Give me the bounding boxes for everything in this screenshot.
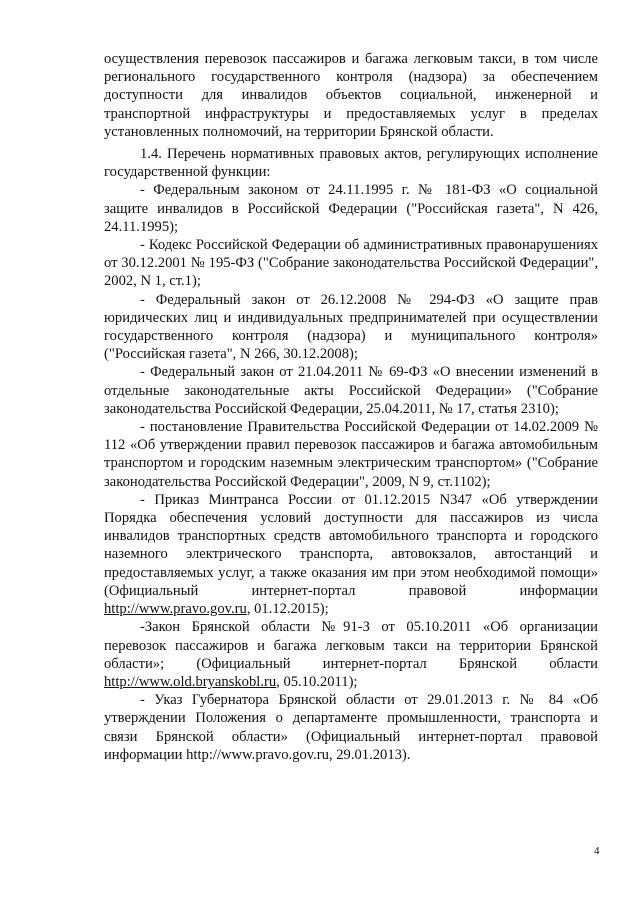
intro-paragraph: осуществления перевозок пассажиров и багажа легковым такси, в том числе регионального государственного контроля (надзора) за обеспечением доступности для инвалидов объектов социальной, инженерной и транспортной инфраструктуры и предоставляемых услуг в пределах установленных полномочий, на территории Брянской области. [104, 51, 598, 140]
law-item-text: - Приказ Минтранса России от 01.12.2015 N347 «Об утверждении Порядка обеспечения условий доступности для пассажиров из числа инвалидов транспортных средств автомобильного транспорта и городского наземного электрического транспорта, автовокзалов, автостанций и предоставляемых услуг, а также оказания им при этом необходимой помощи» (Официальный интернет-портал правовой информации [104, 491, 598, 599]
law-item-tail: , 05.10.2011); [276, 673, 358, 690]
law-item-1 [104, 181, 598, 236]
pravo-link[interactable]: http://www.pravo.gov.ru [104, 601, 247, 618]
law-item-text: - Федеральный закон от 26.12.2008 № 294-ФЗ «О защите прав юридических лиц и индивидуальных предпринимателей при осуществлении государственного контроля (надзора) и муниципального контроля» ("Российская газета", N 266, 30.12.2008); [104, 291, 598, 363]
law-item-5 [104, 418, 598, 491]
document-body [104, 50, 598, 764]
law-item-8 [104, 691, 598, 764]
law-item-text: - Федеральный закон от 21.04.2011 № 69-ФЗ «О внесении изменений в отдельные законодательные акты Российской Федерации» ("Собрание законодательства Российской Федерации, 25.04.2011, № 17, статья 2310); [104, 364, 598, 417]
law-item-text: - Кодекс Российской Федерации об административных правонарушениях от 30.12.2001 № 195-ФЗ ("Собрание законодательства Российской Федерации", 2002, N 1, ст.1); [104, 237, 598, 290]
page-number: 4 [594, 845, 600, 857]
law-item-text: - Федеральным законом от 24.11.1995 г. № 181-ФЗ «О социальной защите инвалидов в Российской Федерации ("Российская газета", N 426, 24.11.1995); [104, 182, 598, 235]
law-item-text: - постановление Правительства Российской Федерации от 14.02.2009 № 112 «Об утверждении правил перевозок пассажиров и багажа автомобильным транспортом и городским наземным электрическим транспортом» ("Собрание законодательства Российской Федерации", 2009, N 9, ст.1102); [104, 419, 598, 490]
law-item-2 [104, 236, 598, 291]
law-item-3 [104, 291, 598, 364]
law-item-tail: , 01.12.2015); [246, 601, 329, 618]
law-item-7 [104, 618, 598, 691]
law-item-text: -Закон Брянской области №91-З от 05.10.2011 «Об организации перевозок пассажиров и багажа легковым такси на территории Брянской области»; (Официальный интернет-портал Брянской области [104, 619, 598, 672]
law-item-text: - Указ Губернатора Брянской области от 29.01.2013 г. № 84 «Об утверждении Положения о департаменте промышленности, транспорта и связи Брянской области» (Официальный интернет-портал правовой информации http://www.pravo.gov.ru, 29.01.2013). [104, 692, 598, 763]
section-heading: 1.4. Перечень нормативных правовых актов, регулирующих исполнение государственной функции: [104, 146, 598, 181]
law-item-6 [104, 491, 598, 618]
law-item-4 [104, 363, 598, 418]
bryanskobl-link[interactable]: http://www.old.bryanskobl.ru [104, 673, 277, 690]
